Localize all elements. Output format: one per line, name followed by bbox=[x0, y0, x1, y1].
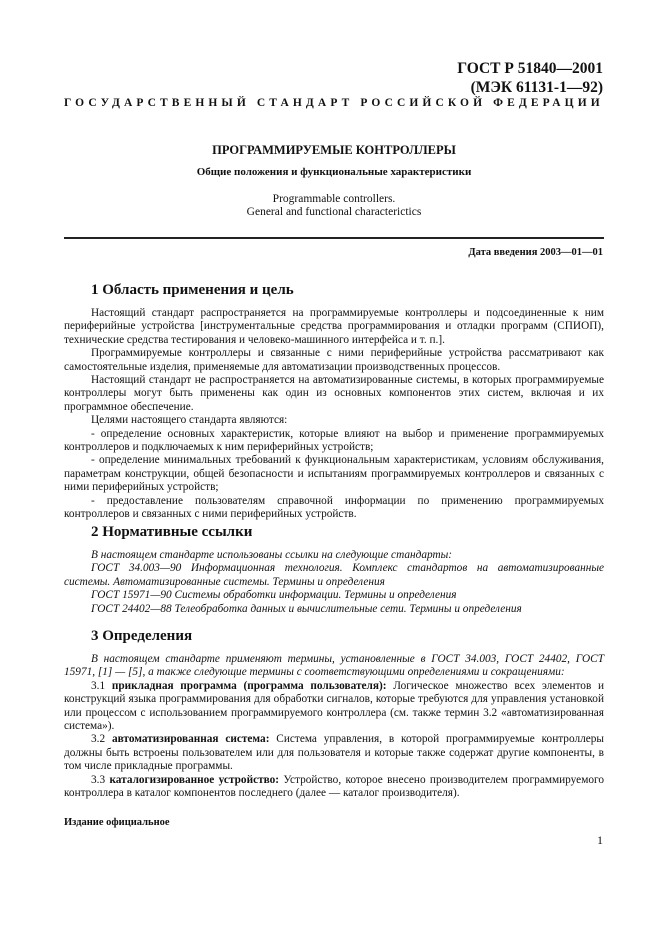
term-name: каталогизированное устройство: bbox=[109, 773, 280, 786]
introduction-date: Дата введения 2003—01—01 bbox=[468, 247, 603, 258]
term-name: автоматизированная система: bbox=[111, 733, 270, 746]
term-number: 3.3 bbox=[91, 773, 106, 786]
term-name: прикладная программа (программа пользователя): bbox=[111, 679, 387, 692]
english-title bbox=[64, 193, 604, 219]
term-number: 3.2 bbox=[91, 733, 106, 746]
paragraph: В настоящем стандарте применяют термины, установленные в ГОСТ 34.003, ГОСТ 24402, ГОСТ 15971, [1] — [5], а также следующие термины с соответствующими определениями и сокращениями: bbox=[64, 653, 604, 679]
paragraph: Программируемые контроллеры и связанные с ними периферийные устройства рассматривают как самостоятельные изделия, применяемые для автоматизации производственных процессов. bbox=[64, 347, 604, 373]
paragraph: Настоящий стандарт не распространяется на автоматизированные системы, в которых программируемые контроллеры могут быть применены как один из основных компонентов этих систем, включая и их программное обеспечение. bbox=[64, 374, 604, 413]
reference-item: ГОСТ 15971—90 Системы обработки информации. Термины и определения bbox=[91, 589, 457, 602]
standard-code: ГОСТ Р 51840—2001 bbox=[457, 60, 603, 77]
section-1-heading: 1 Область применения и цель bbox=[91, 282, 294, 298]
section-1-body bbox=[64, 307, 604, 522]
term-definition: Логическое множество всех элементов и конструкций языка программирования для обработки сигналов, которые требуются для управления установкой или процессом с использованием программируемого контроллера (см. также термин 3.2 «автоматизированная система»). bbox=[64, 679, 605, 733]
title-divider bbox=[64, 237, 604, 239]
list-item: - предоставление пользователям справочной информации по применению программируемых контроллеров и связанных с ними периферийных устройств. bbox=[64, 494, 604, 521]
section-3-heading: 3 Определения bbox=[91, 628, 193, 644]
section-2-heading: 2 Нормативные ссылки bbox=[91, 524, 253, 540]
paragraph: В настоящем стандарте использованы ссылки на следующие стандарты: bbox=[91, 549, 453, 561]
state-standard-banner: ГОСУДАРСТВЕННЫЙ СТАНДАРТ РОССИЙСКОЙ ФЕДЕРАЦИИ bbox=[64, 97, 604, 109]
term-definition: Система управления, в которой программируемые контроллеры должны быть встроены пользователем или для пользователя и которые также содержат другие компоненты, в том числе прикладные программы. bbox=[64, 733, 604, 773]
definition-item bbox=[64, 680, 604, 734]
list-item: - определение минимальных требований к функциональным характеристикам, условиям обслуживания, параметрам конструкции, общей безопасности и испытаниям программируемых контроллеров и связанных с ними периферийных устройств; bbox=[64, 454, 604, 494]
reference-item: ГОСТ 34.003—90 Информационная технология. Комплекс стандартов на автоматизированные системы. Автоматизированные системы. Термины и определения bbox=[64, 562, 604, 588]
reference-item: ГОСТ 24402—88 Телеобработка данных и вычислительные сети. Термины и определения bbox=[91, 602, 522, 615]
definition-item bbox=[64, 774, 604, 801]
section-3-body bbox=[64, 653, 604, 800]
english-title-line2: General and functional characterictics bbox=[246, 206, 422, 218]
term-number: 3.1 bbox=[91, 679, 106, 692]
list-item: - определение основных характеристик, которые влияют на выбор и применение программируемых контроллеров и подключаемых к ним периферийных устройств; bbox=[64, 427, 604, 454]
term-definition: Устройство, которое внесено производителем программируемого контроллера в каталог компонентов последнего (далее — каталог производителя). bbox=[64, 773, 604, 800]
paragraph: Целями настоящего стандарта являются: bbox=[91, 414, 288, 427]
english-title-line1: Programmable controllers. bbox=[272, 193, 396, 205]
official-edition-note: Издание официальное bbox=[64, 817, 170, 828]
page-number: 1 bbox=[597, 833, 603, 847]
document-subtitle: Общие положения и функциональные характеристики bbox=[196, 166, 472, 178]
iec-code: (МЭК 61131-1—92) bbox=[470, 79, 603, 96]
definition-item bbox=[64, 733, 604, 773]
document-title: ПРОГРАММИРУЕМЫЕ КОНТРОЛЛЕРЫ bbox=[212, 143, 456, 157]
section-2-body bbox=[64, 549, 604, 616]
paragraph: Настоящий стандарт распространяется на программируемые контроллеры и подсоединенные к ним периферийные устройства [инструментальные средства программирования и отладки программ (СПИОП), технические средства тестирования и человеко-машинного интерфейса и т. п.]. bbox=[64, 307, 604, 346]
